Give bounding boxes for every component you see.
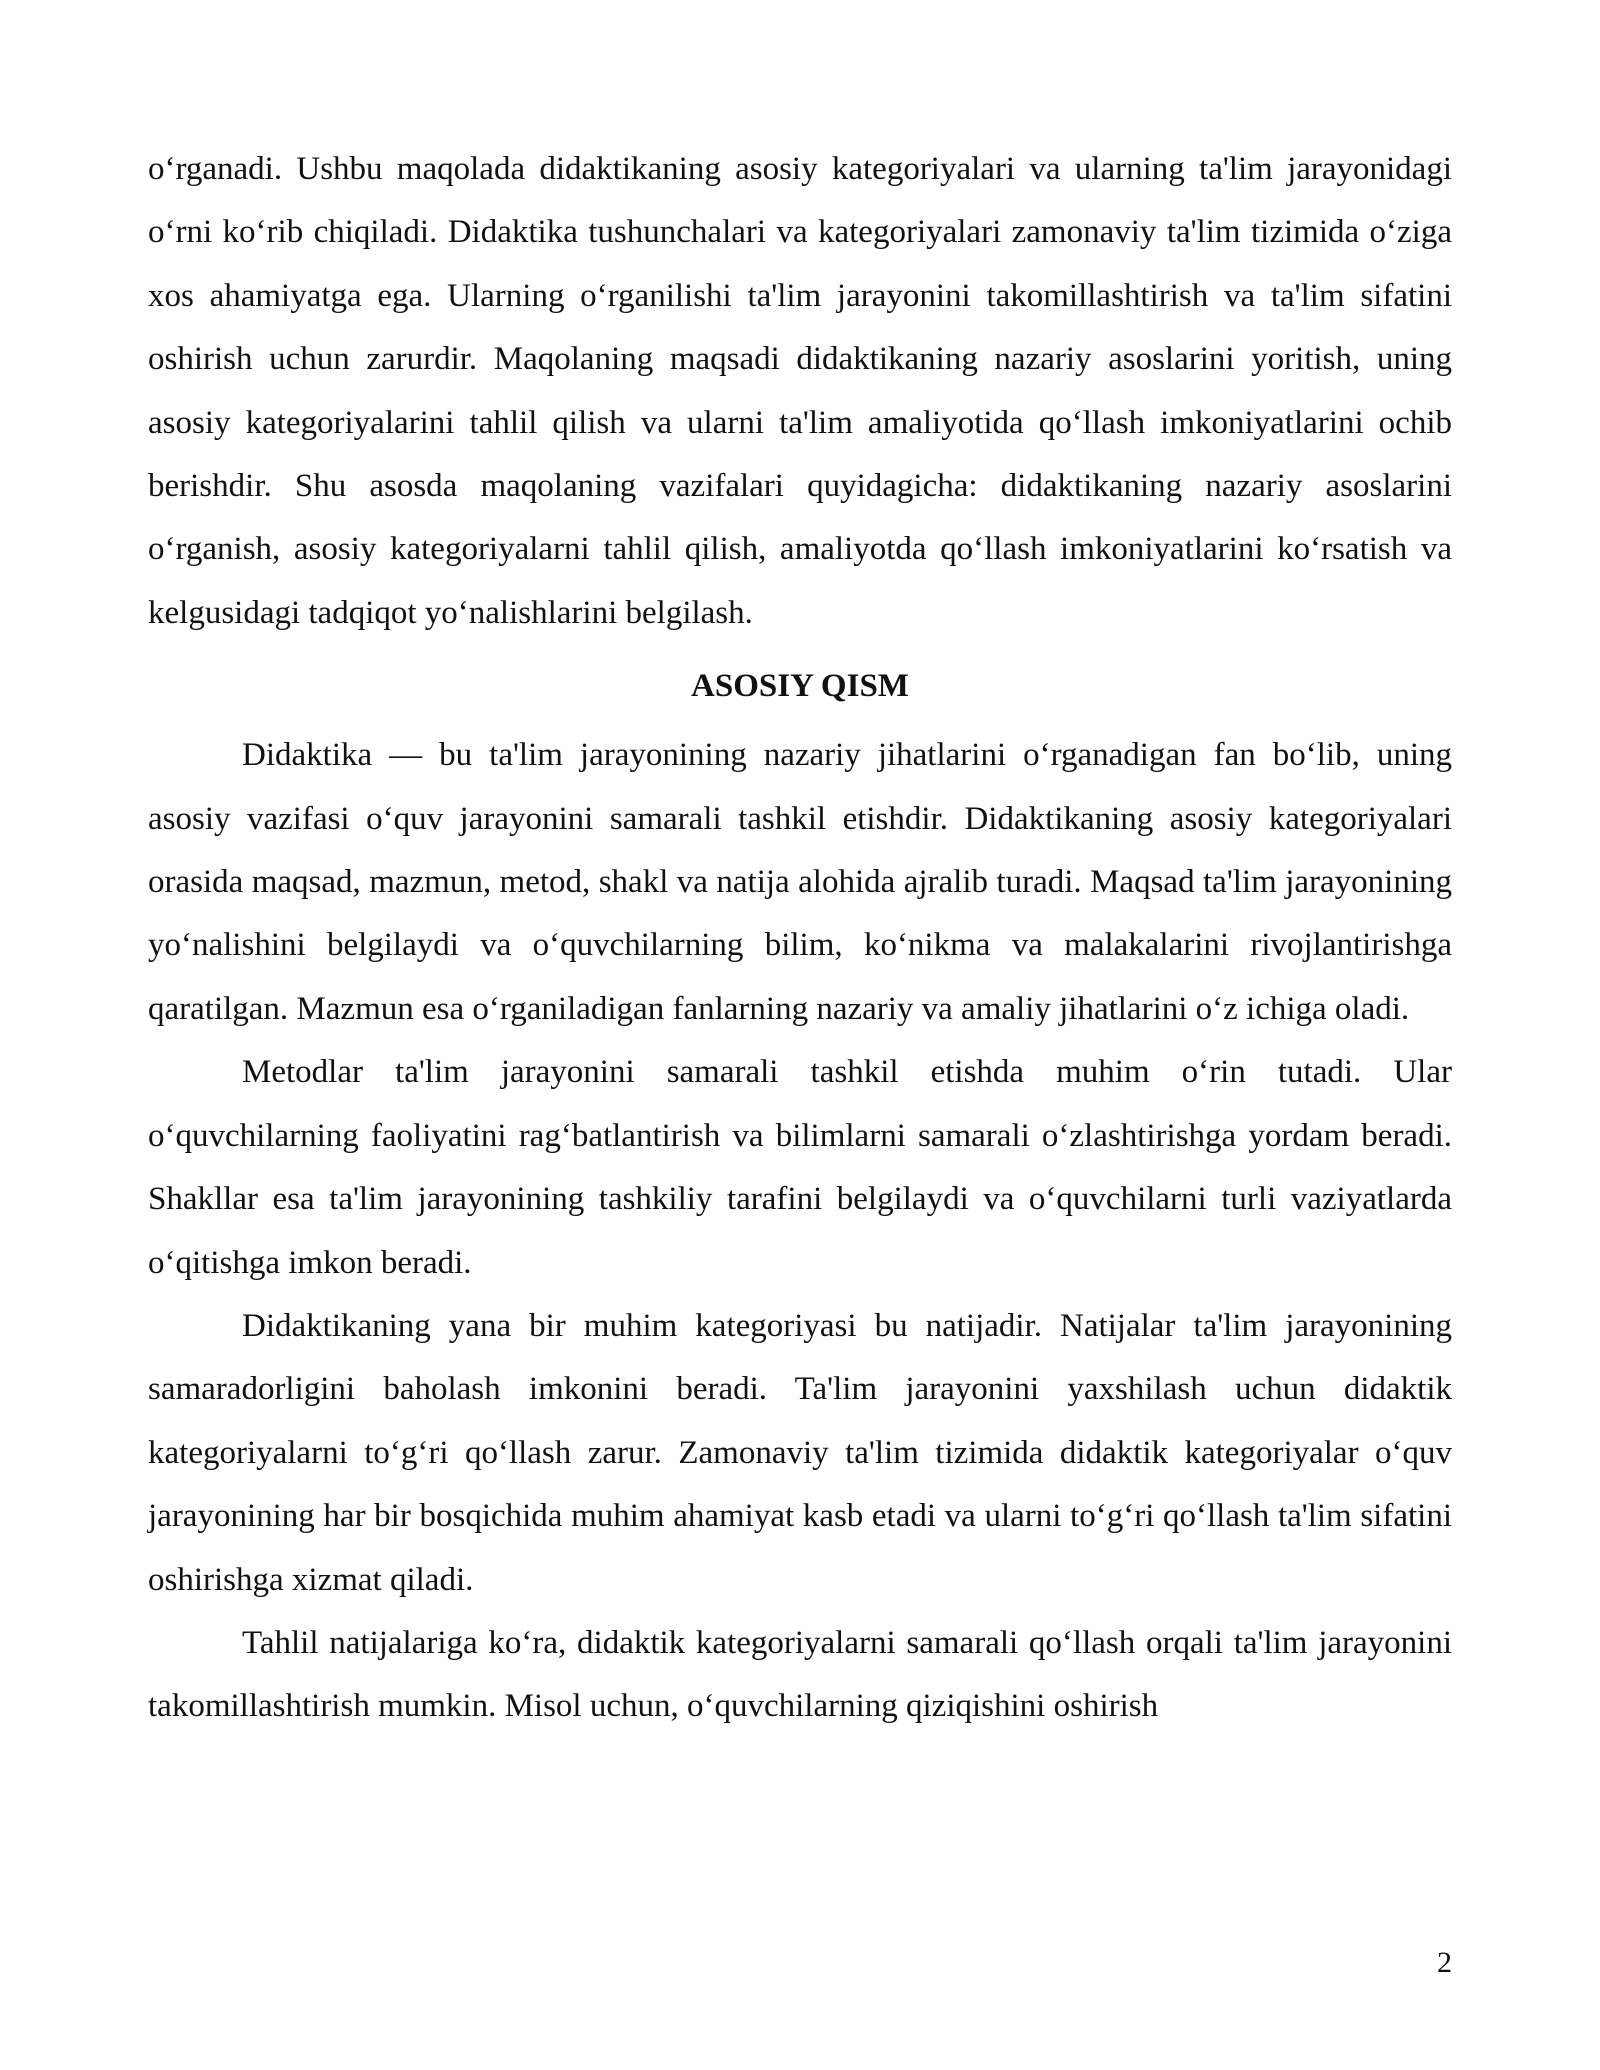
section-heading: ASOSIY QISM [691, 668, 909, 705]
body-paragraph-1: Didaktika — bu ta'lim jarayonining nazariy jihatlarini o‘rganadigan fan bo‘lib, uning asosiy vazifasi o‘quv jarayonini samarali tashkil etishdir. Didaktikaning asosiy kategoriyalari orasida maqsad, mazmun, metod, shakl va natija alohida ajralib turadi. Maqsad ta'lim jarayonining yo‘nalishini belgilaydi va o‘quvchilarning bilim, ko‘nikma va malakalarini rivojlantirishga qaratilgan. Mazmun esa o‘rganiladigan fanlarning nazariy va amaliy jihatlarini o‘z ichiga oladi. [148, 737, 1452, 1027]
page-number: 2 [1437, 1946, 1452, 1979]
body-paragraph-3: Didaktikaning yana bir muhim kategoriyasi bu natijadir. Natijalar ta'lim jarayonining samaradorligini baholash imkonini beradi. Ta'lim jarayonini yaxshilash uchun didaktik kategoriyalarni to‘g‘ri qo‘llash zarur. Zamonaviy ta'lim tizimida didaktik kategoriyalar o‘quv jarayonining har bir bosqichida muhim ahamiyat kasb etadi va ularni to‘g‘ri qo‘llash ta'lim sifatini oshirishga xizmat qiladi. [148, 1307, 1452, 1598]
page-body [148, 138, 1452, 1739]
body-paragraph-4: Tahlil natijalariga ko‘ra, didaktik kategoriyalarni samarali qo‘llash orqali ta'lim jarayonini takomillashtirish mumkin. Misol uchun, o‘quvchilarning qiziqishini oshirish [148, 1624, 1452, 1725]
intro-paragraph: o‘rganadi. Ushbu maqolada didaktikaning asosiy kategoriyalari va ularning ta'lim jarayonidagi o‘rni ko‘rib chiqiladi. Didaktika tushunchalari va kategoriyalari zamonaviy ta'lim tizimida o‘ziga xos ahamiyatga ega. Ularning o‘rganilishi ta'lim jarayonini takomillashtirish va ta'lim sifatini oshirish uchun zarurdir. Maqolaning maqsadi didaktikaning nazariy asoslarini yoritish, uning asosiy kategoriyalarini tahlil qilish va ularni ta'lim amaliyotida qo‘llash imkoniyatlarini ochib berishdir. Shu asosda maqolaning vazifalari quyidagicha: didaktikaning nazariy asoslarini o‘rganish, asosiy kategoriyalarni tahlil qilish, amaliyotda qo‘llash imkoniyatlarini ko‘rsatish va kelgusidagi tadqiqot yo‘nalishlarini belgilash. [148, 151, 1452, 631]
body-paragraph-2: Metodlar ta'lim jarayonini samarali tashkil etishda muhim o‘rin tutadi. Ular o‘quvchilarning faoliyatini rag‘batlantirish va bilimlarni samarali o‘zlashtirishga yordam beradi. Shakllar esa ta'lim jarayonining tashkiliy tarafini belgilaydi va o‘quvchilarni turli vaziyatlarda o‘qitishga imkon beradi. [148, 1054, 1452, 1281]
